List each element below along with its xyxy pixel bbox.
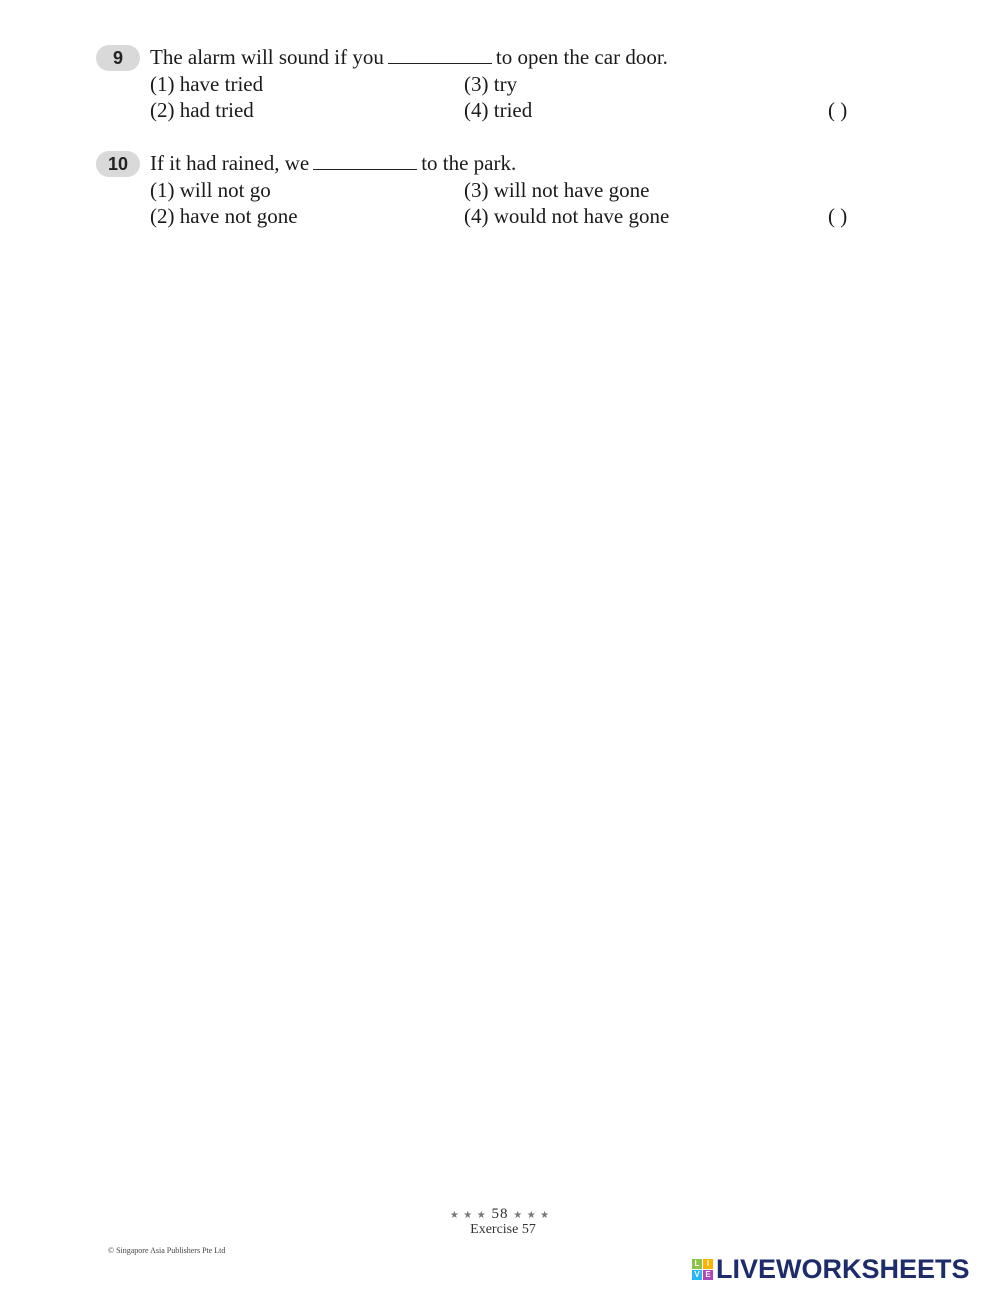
- stem-text-after: to the park.: [421, 151, 517, 175]
- liveworksheets-logo[interactable]: [692, 1254, 970, 1284]
- icon-letter-l: L: [692, 1259, 702, 1269]
- option-1[interactable]: (1) will not go: [150, 178, 271, 202]
- answer-blank: [388, 45, 492, 64]
- answer-bracket[interactable]: ( ): [828, 98, 848, 122]
- stem-text-before: If it had rained, we: [150, 151, 310, 175]
- question-number: 10: [96, 151, 140, 177]
- stars-right: ★ ★ ★: [513, 1210, 551, 1221]
- copyright-notice: © Singapore Asia Publishers Pte Ltd: [108, 1246, 226, 1255]
- icon-letter-e: E: [703, 1270, 713, 1280]
- page-number-line: [0, 1206, 1000, 1223]
- question-number: 9: [96, 45, 140, 71]
- answer-blank: [313, 151, 417, 170]
- option-4[interactable]: (4) tried: [464, 98, 533, 122]
- option-3[interactable]: (3) try: [464, 72, 518, 96]
- question-stem: [150, 150, 516, 176]
- option-4[interactable]: (4) would not have gone: [464, 204, 670, 228]
- logo-text: LIVEWORKSHEETS: [716, 1253, 970, 1284]
- icon-letter-v: V: [692, 1270, 702, 1280]
- option-3[interactable]: (3) will not have gone: [464, 178, 650, 202]
- stars-left: ★ ★ ★: [449, 1210, 487, 1221]
- exercise-label: Exercise 57: [470, 1222, 536, 1237]
- option-2[interactable]: (2) have not gone: [150, 204, 298, 228]
- page-number: 58: [491, 1206, 509, 1222]
- stem-text-before: The alarm will sound if you: [150, 45, 384, 69]
- icon-letter-i: I: [703, 1259, 713, 1269]
- stem-text-after: to open the car door.: [495, 45, 668, 69]
- question-stem: [150, 44, 668, 70]
- liveworksheets-icon: [692, 1259, 713, 1280]
- option-1[interactable]: (1) have tried: [150, 72, 264, 96]
- answer-bracket[interactable]: ( ): [828, 204, 848, 228]
- option-2[interactable]: (2) had tried: [150, 98, 254, 122]
